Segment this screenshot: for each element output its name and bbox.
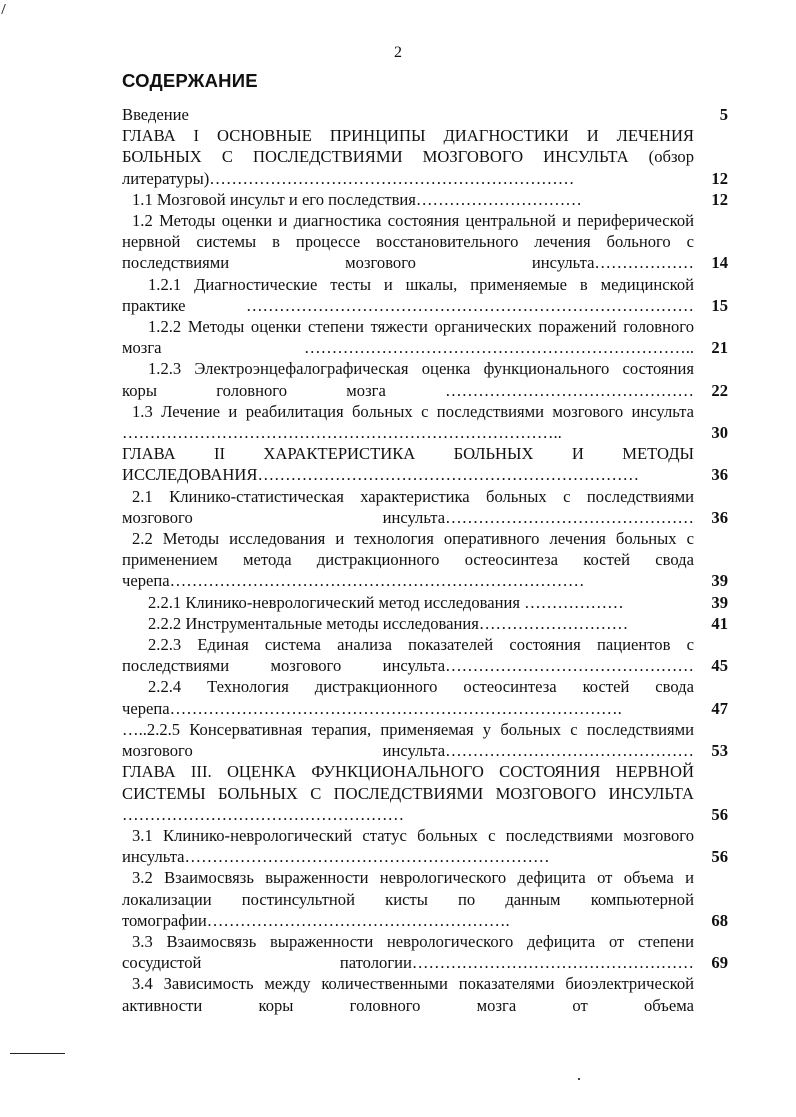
toc-entry-page: 45 <box>711 656 728 676</box>
toc-entry[interactable] <box>122 719 728 761</box>
scan-speck <box>578 1078 580 1080</box>
toc-entry-page: 68 <box>711 910 728 930</box>
toc-entry-text: 2.1 Клинико-статистическая характеристика больных с последствиями мозгового инсульта……………………………………… <box>122 486 694 527</box>
toc-entry[interactable] <box>122 274 728 316</box>
toc-entry-page: 36 <box>711 507 728 527</box>
toc-entry[interactable] <box>122 316 728 358</box>
toc-entry-text: 2.2.3 Единая система анализа показателей состояния пациентов с последствиями мозгового инсульта……………………………………… <box>122 635 694 676</box>
table-of-contents <box>122 104 728 1016</box>
toc-heading: СОДЕРЖАНИЕ <box>122 70 258 91</box>
toc-entry-page: 47 <box>711 698 728 718</box>
toc-entry[interactable] <box>122 401 728 443</box>
toc-entry-page: 69 <box>711 953 728 973</box>
toc-entry[interactable] <box>122 825 728 867</box>
toc-entry-page: 36 <box>711 465 728 485</box>
toc-entry-text: 1.1 Мозговой инсульт и его последствия………………………… <box>132 189 582 209</box>
toc-entry-text: 2.2.1 Клинико-неврологический метод исследования ……………… <box>148 592 624 612</box>
toc-entry-text: 2.2.4 Технология дистракционного остеосинтеза костей свода черепа………………………………………………………………………. <box>122 677 694 718</box>
toc-entry-text: 1.3 Лечение и реабилитация больных с последствиями мозгового инсульта …………………………………………………………………….. <box>122 401 694 443</box>
toc-entry[interactable] <box>122 973 728 1015</box>
toc-entry[interactable] <box>122 676 728 718</box>
toc-entry-page: 12 <box>711 168 728 188</box>
toc-entry-text: ГЛАВА II ХАРАКТЕРИСТИКА БОЛЬНЫХ И МЕТОДЫ ИССЛЕДОВАНИЯ…………………………………………………………… <box>122 444 694 485</box>
toc-entry-page: 22 <box>711 380 728 400</box>
footnote-rule <box>10 1053 65 1054</box>
toc-entry[interactable] <box>122 125 728 189</box>
toc-entry-text: 2.2.2 Инструментальные методы исследования……………………… <box>148 613 629 633</box>
toc-entry-page: 56 <box>711 847 728 867</box>
toc-entry-page: 12 <box>711 189 728 209</box>
toc-entry[interactable] <box>122 528 728 592</box>
toc-entry[interactable] <box>122 358 728 400</box>
page-number: 2 <box>394 44 402 61</box>
toc-entry-text: 1.2.3 Электроэнцефалографическая оценка функционального состояния коры головного мозга ……………………………………… <box>122 359 694 400</box>
toc-entry-text: 3.4 Зависимость между количественными показателями биоэлектрической активности коры головного мозга от объема <box>122 974 694 1015</box>
toc-entry-text: …..2.2.5 Консервативная терапия, применяемая у больных с последствиями мозгового инсульта……………………………………… <box>122 719 694 761</box>
toc-entry-text: 3.1 Клинико-неврологический статус больных с последствиями мозгового инсульта………………………………………………………… <box>122 825 694 867</box>
toc-entry-text: 3.3 Взаимосвязь выраженности неврологического дефицита от степени сосудистой патологии…………………………………………… <box>122 931 694 973</box>
toc-entry-page: 41 <box>711 613 728 633</box>
toc-entry-text: 3.2 Взаимосвязь выраженности неврологического дефицита от объема и локализации постинсультной кисты по данным компьютерной томографии………………………………………………. <box>122 868 694 930</box>
corner-scan-mark <box>1 4 14 14</box>
toc-entry[interactable] <box>122 761 728 825</box>
toc-entry-page: 15 <box>711 295 728 315</box>
toc-entry-text: 1.2 Методы оценки и диагностика состояния центральной и периферической нервной системы в процессе восстановительного лечения больного с последствиями мозгового инсульта……………… <box>122 211 694 273</box>
toc-entry-text: ГЛАВА III. ОЦЕНКА ФУНКЦИОНАЛЬНОГО СОСТОЯНИЯ НЕРВНОЙ СИСТЕМЫ БОЛЬНЫХ С ПОСЛЕДСТВИЯМИ МОЗГОВОГО ИНСУЛЬТА …………………………………………… <box>122 762 694 824</box>
toc-entry-text: 1.2.2 Методы оценки степени тяжести органических поражений головного мозга …………………………………………………………….. <box>122 317 694 358</box>
toc-entry-page: 39 <box>711 592 728 612</box>
toc-entry[interactable] <box>122 210 728 274</box>
toc-entry[interactable] <box>122 189 728 210</box>
toc-entry[interactable] <box>122 867 728 931</box>
toc-entry-text: Введение <box>122 105 189 124</box>
toc-entry-page: 5 <box>719 105 728 124</box>
toc-entry-page: 53 <box>711 741 728 761</box>
toc-entry[interactable] <box>122 104 728 125</box>
toc-entry[interactable] <box>122 486 728 528</box>
toc-entry-text: 2.2 Методы исследования и технология оперативного лечения больных с применением метода дистракционного остеосинтеза костей свода черепа………………………………………………………………… <box>122 529 694 591</box>
toc-entry-page: 30 <box>711 423 728 443</box>
toc-entry-page: 21 <box>711 338 728 358</box>
toc-entry-text: 1.2.1 Диагностические тесты и шкалы, применяемые в медицинской практике ……………………………………………………………………… <box>122 274 694 315</box>
toc-entry-page: 56 <box>711 804 728 824</box>
toc-entry[interactable] <box>122 931 728 973</box>
toc-entry-text: ГЛАВА I ОСНОВНЫЕ ПРИНЦИПЫ ДИАГНОСТИКИ И ЛЕЧЕНИЯ БОЛЬНЫХ С ПОСЛЕДСТВИЯМИ МОЗГОВОГО ИНСУЛЬТА (обзор литературы)………………………………………………………… <box>122 126 694 188</box>
toc-entry-page: 39 <box>711 571 728 591</box>
toc-entry[interactable] <box>122 634 728 676</box>
toc-entry-page: 14 <box>711 253 728 273</box>
toc-entry[interactable] <box>122 443 728 485</box>
toc-entry[interactable] <box>122 613 728 634</box>
toc-entry[interactable] <box>122 592 728 613</box>
